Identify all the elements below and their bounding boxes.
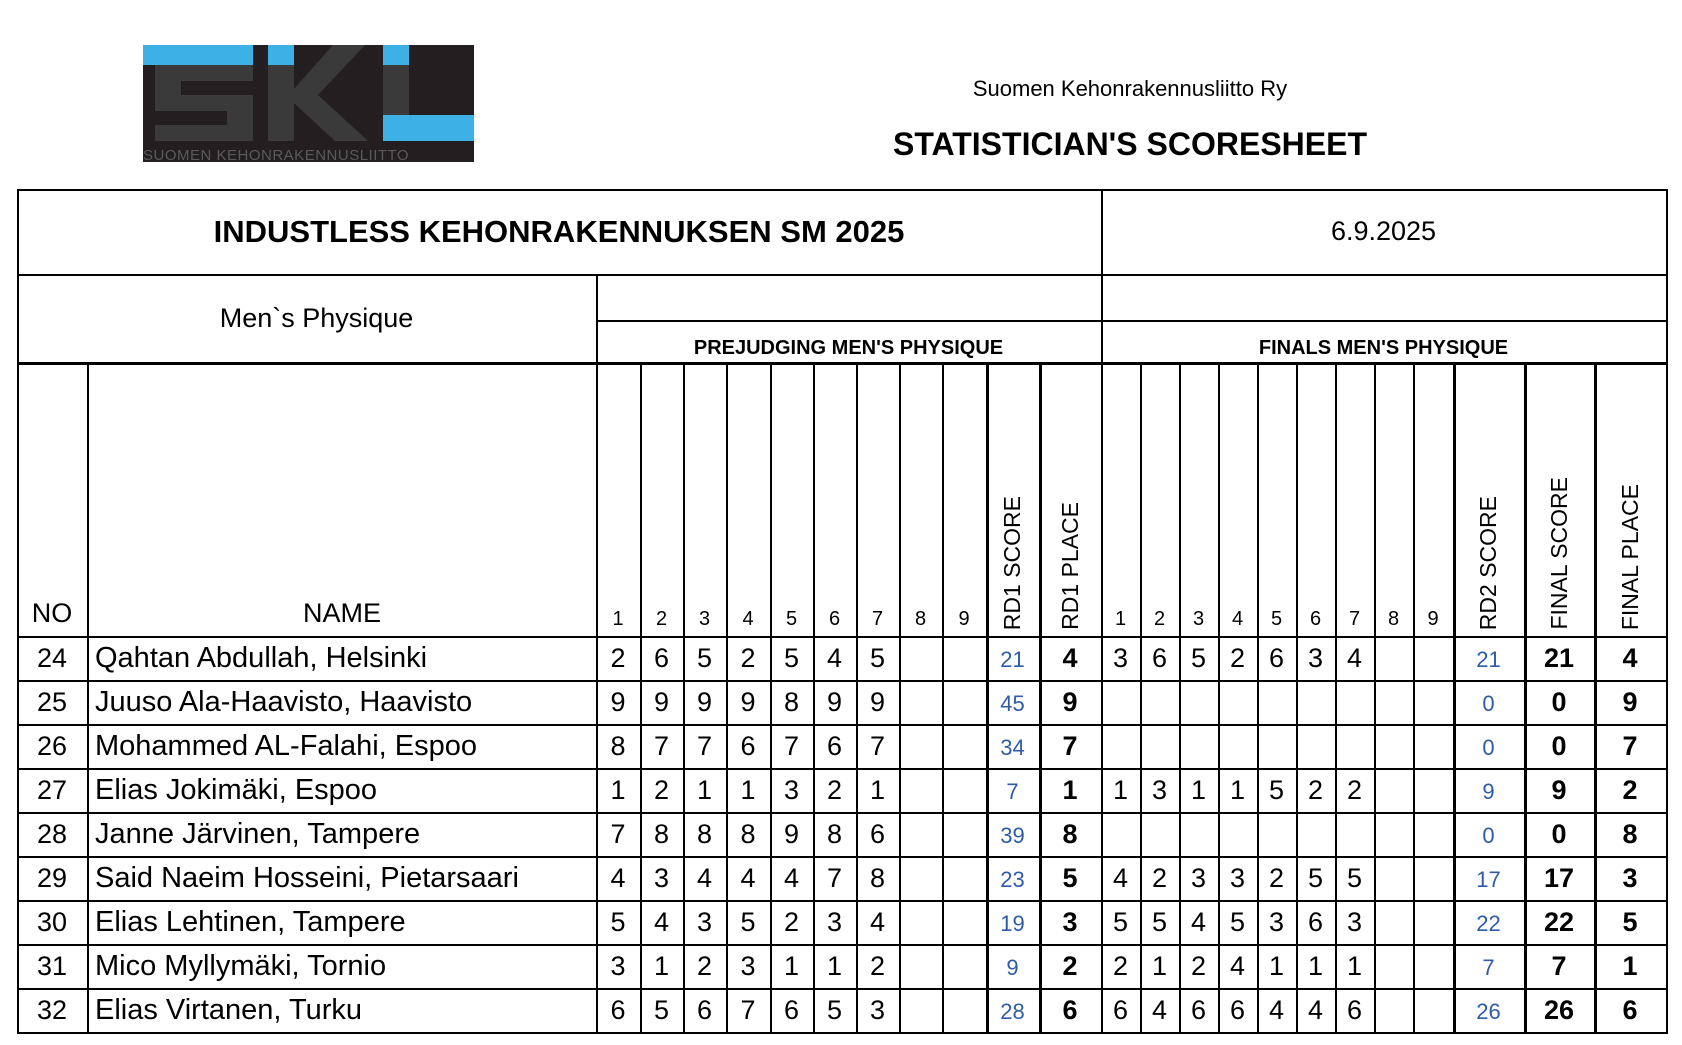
column-header-no: NO [31, 598, 73, 628]
finals-judge-score: 4 [1268, 994, 1285, 1025]
finals-judge-score: 2 [1346, 774, 1363, 805]
finals-judge-score [1413, 900, 1453, 944]
rd1-score: 34 [1000, 735, 1025, 760]
column-header-final-score-label: FINAL SCORE [1545, 477, 1572, 630]
finals-judge-score [1140, 724, 1179, 768]
finals-judge-score: 4 [1190, 906, 1207, 937]
prejudging-judge-score: 2 [826, 774, 843, 805]
finals-judge-score [1335, 724, 1374, 768]
rd2-score: 21 [1476, 647, 1501, 672]
finals-judge-score [1257, 812, 1296, 856]
finals-judge-score [1101, 680, 1140, 724]
finals-header: FINALS MEN'S PHYSIQUE [1258, 337, 1509, 359]
finals-judge-score: 1 [1151, 950, 1168, 981]
final-place: 6 [1622, 994, 1638, 1025]
prejudging-judge-score: 1 [653, 950, 670, 981]
finals-judge-score: 1 [1268, 950, 1285, 981]
prejudging-judge-score: 1 [696, 774, 713, 805]
finals-judge-score: 6 [1268, 642, 1285, 673]
prejudging-judge-score [899, 988, 942, 1032]
rd2-score: 7 [1482, 955, 1495, 980]
finals-judge-score [1374, 900, 1413, 944]
prejudging-judge-score: 3 [783, 774, 800, 805]
final-place: 5 [1622, 906, 1638, 937]
finals-judge-score [1374, 856, 1413, 900]
prejudging-judge-number: 9 [958, 608, 970, 630]
final-score: 7 [1551, 950, 1567, 981]
prejudging-judge-score: 6 [653, 642, 670, 673]
competitor-number: 24 [36, 642, 68, 673]
prejudging-judge-score: 3 [653, 862, 670, 893]
finals-judge-score: 4 [1112, 862, 1129, 893]
prejudging-judge-score: 2 [740, 642, 756, 673]
finals-judge-score: 4 [1229, 950, 1246, 981]
finals-judge-score [1101, 724, 1140, 768]
final-place: 2 [1622, 774, 1638, 805]
finals-judge-score: 5 [1307, 862, 1324, 893]
prejudging-judge-score: 2 [783, 906, 800, 937]
final-place: 1 [1622, 950, 1638, 981]
prejudging-judge-score: 4 [740, 862, 756, 893]
finals-judge-score: 4 [1151, 994, 1168, 1025]
finals-judge-score: 1 [1307, 950, 1324, 981]
finals-judge-score: 1 [1229, 774, 1246, 805]
finals-judge-score [1218, 724, 1257, 768]
prejudging-judge-score: 3 [826, 906, 843, 937]
final-score: 17 [1543, 862, 1575, 893]
skl-logo-mark [143, 45, 474, 162]
finals-judge-score [1413, 812, 1453, 856]
competitor-name: Said Naeim Hosseini, Pietarsaari [95, 861, 519, 894]
finals-judge-score: 5 [1151, 906, 1168, 937]
competitor-name: Elias Lehtinen, Tampere [95, 905, 406, 938]
competitor-number: 29 [36, 862, 68, 893]
finals-judge-score [1257, 724, 1296, 768]
finals-judge-score [1257, 680, 1296, 724]
final-score: 26 [1543, 994, 1575, 1025]
final-score: 0 [1551, 730, 1567, 761]
competitor-number: 28 [36, 818, 68, 849]
finals-judge-score [1413, 944, 1453, 988]
competitor-name: Elias Jokimäki, Espoo [95, 773, 378, 806]
prejudging-judge-score: 7 [696, 730, 713, 761]
sheet-title: STATISTICIAN'S SCORESHEET [892, 126, 1367, 162]
rd1-score: 19 [1000, 911, 1025, 936]
finals-judge-score [1218, 680, 1257, 724]
rd2-score: 0 [1482, 735, 1495, 760]
prejudging-judge-score: 2 [869, 950, 886, 981]
column-header-final-place [1594, 362, 1666, 630]
column-header-final-place-label: FINAL PLACE [1616, 483, 1643, 630]
prejudging-judge-score: 5 [610, 906, 626, 937]
prejudging-judge-score [899, 724, 942, 768]
prejudging-judge-score: 7 [740, 994, 756, 1025]
prejudging-judge-score: 1 [740, 774, 756, 805]
competitor-name: Janne Järvinen, Tampere [95, 817, 421, 850]
finals-judge-number: 8 [1387, 608, 1400, 630]
rd1-place: 3 [1062, 906, 1078, 937]
grid-line [17, 1032, 1668, 1034]
prejudging-judge-score: 2 [653, 774, 670, 805]
prejudging-judge-score: 5 [653, 994, 670, 1025]
competitor-number: 32 [36, 994, 68, 1025]
rd1-score: 28 [1000, 999, 1025, 1024]
competitor-number: 27 [36, 774, 68, 805]
prejudging-judge-score: 4 [783, 862, 800, 893]
finals-judge-score: 3 [1307, 642, 1324, 673]
column-header-rd2-score [1453, 362, 1524, 630]
prejudging-judge-score: 1 [869, 774, 886, 805]
rd1-place: 9 [1062, 686, 1078, 717]
prejudging-judge-score: 3 [869, 994, 886, 1025]
finals-judge-score: 6 [1229, 994, 1246, 1025]
rd1-score: 7 [1006, 779, 1019, 804]
final-score: 0 [1551, 818, 1567, 849]
rd2-score: 0 [1482, 691, 1495, 716]
logo-subtitle: SUOMEN KEHONRAKENNUSLIITTO [143, 147, 410, 162]
competition-date: 6.9.2025 [1330, 216, 1437, 246]
finals-judge-score [1413, 680, 1453, 724]
prejudging-judge-score [942, 944, 986, 988]
competitor-name: Qahtan Abdullah, Helsinki [95, 641, 428, 674]
prejudging-judge-score [899, 900, 942, 944]
final-score: 22 [1543, 906, 1575, 937]
finals-judge-score: 3 [1112, 642, 1129, 673]
prejudging-judge-score [899, 636, 942, 680]
finals-judge-score [1374, 636, 1413, 680]
finals-judge-score: 5 [1229, 906, 1246, 937]
prejudging-judge-score: 4 [696, 862, 713, 893]
final-place: 7 [1622, 730, 1638, 761]
prejudging-judge-score: 9 [826, 686, 843, 717]
competitor-number: 26 [36, 730, 68, 761]
final-score: 9 [1551, 774, 1567, 805]
rd2-score: 17 [1476, 867, 1501, 892]
prejudging-judge-score [899, 944, 942, 988]
prejudging-judge-score: 8 [696, 818, 713, 849]
column-header-rd1-place-label: RD1 PLACE [1056, 502, 1083, 630]
finals-judge-number: 5 [1270, 608, 1283, 630]
finals-judge-score [1374, 988, 1413, 1032]
final-score: 21 [1543, 642, 1575, 673]
prejudging-judge-score [942, 900, 986, 944]
rd1-place: 5 [1062, 862, 1078, 893]
prejudging-judge-number: 5 [785, 608, 798, 630]
finals-judge-number: 7 [1348, 608, 1361, 630]
finals-judge-score: 2 [1190, 950, 1207, 981]
prejudging-judge-score: 2 [696, 950, 713, 981]
prejudging-judge-score: 1 [783, 950, 800, 981]
prejudging-judge-score [942, 856, 986, 900]
finals-judge-score: 1 [1112, 774, 1129, 805]
prejudging-judge-score: 4 [869, 906, 886, 937]
finals-judge-score [1413, 768, 1453, 812]
rd2-score: 26 [1476, 999, 1501, 1024]
finals-judge-score [1296, 680, 1335, 724]
column-header-rd1-place [1039, 362, 1101, 630]
rd1-place: 8 [1062, 818, 1078, 849]
prejudging-judge-score: 9 [610, 686, 626, 717]
finals-judge-score [1179, 812, 1218, 856]
finals-judge-score: 5 [1268, 774, 1285, 805]
prejudging-judge-score [899, 680, 942, 724]
final-score: 0 [1551, 686, 1567, 717]
finals-judge-score [1374, 944, 1413, 988]
prejudging-judge-score [942, 768, 986, 812]
prejudging-judge-score: 7 [869, 730, 886, 761]
competitor-name: Mohammed AL-Falahi, Espoo [95, 729, 478, 762]
prejudging-judge-score [942, 724, 986, 768]
rd1-score: 21 [1000, 647, 1025, 672]
finals-judge-score: 2 [1268, 862, 1285, 893]
finals-judge-score [1413, 856, 1453, 900]
category-name: Men`s Physique [219, 302, 414, 333]
finals-judge-score [1140, 812, 1179, 856]
finals-judge-score [1374, 724, 1413, 768]
grid-line [17, 362, 1666, 365]
prejudging-judge-score: 6 [696, 994, 713, 1025]
rd2-score: 9 [1482, 779, 1495, 804]
competitor-number: 25 [36, 686, 68, 717]
finals-judge-score: 6 [1112, 994, 1129, 1025]
organization-name: Suomen Kehonrakennusliitto Ry [972, 76, 1288, 101]
final-place: 3 [1622, 862, 1638, 893]
finals-judge-score [1179, 724, 1218, 768]
prejudging-judge-score: 3 [740, 950, 756, 981]
prejudging-judge-score: 8 [740, 818, 756, 849]
prejudging-judge-score: 8 [783, 686, 800, 717]
finals-judge-score [1413, 988, 1453, 1032]
finals-judge-score: 1 [1190, 774, 1207, 805]
rd1-score: 9 [1006, 955, 1019, 980]
finals-judge-score: 2 [1229, 642, 1246, 673]
column-header-rd1-score [986, 362, 1039, 630]
prejudging-judge-number: 2 [655, 608, 668, 630]
competitor-name: Juuso Ala-Haavisto, Haavisto [95, 685, 473, 718]
finals-judge-score: 5 [1190, 642, 1207, 673]
finals-judge-score: 3 [1268, 906, 1285, 937]
finals-judge-score: 4 [1307, 994, 1324, 1025]
skl-logo [143, 45, 474, 162]
competitor-name: Mico Myllymäki, Tornio [95, 949, 387, 982]
finals-judge-score: 4 [1346, 642, 1363, 673]
finals-judge-score: 6 [1151, 642, 1168, 673]
prejudging-judge-score: 8 [869, 862, 886, 893]
rd1-score: 23 [1000, 867, 1025, 892]
finals-judge-score: 2 [1151, 862, 1168, 893]
finals-judge-score: 5 [1346, 862, 1363, 893]
finals-judge-score [1101, 812, 1140, 856]
rd1-place: 4 [1062, 642, 1078, 673]
column-header-rd2-score-label: RD2 SCORE [1475, 495, 1501, 630]
finals-judge-score: 2 [1307, 774, 1324, 805]
prejudging-judge-score: 6 [783, 994, 800, 1025]
prejudging-judge-score: 4 [826, 642, 843, 673]
prejudging-judge-score: 6 [826, 730, 843, 761]
competitor-number: 31 [36, 950, 68, 981]
finals-judge-score: 2 [1112, 950, 1129, 981]
prejudging-judge-score [942, 636, 986, 680]
prejudging-judge-score [899, 812, 942, 856]
column-header-final-score [1524, 362, 1594, 630]
finals-judge-score [1374, 768, 1413, 812]
rd1-place: 7 [1062, 730, 1078, 761]
prejudging-judge-score: 5 [740, 906, 756, 937]
column-header-rd1-score-label: RD1 SCORE [999, 495, 1025, 630]
finals-judge-number: 3 [1192, 608, 1205, 630]
prejudging-judge-score: 6 [740, 730, 756, 761]
column-header-name: NAME [302, 598, 381, 628]
rd1-place: 1 [1062, 774, 1078, 805]
rd2-score: 22 [1476, 911, 1501, 936]
prejudging-judge-score [942, 988, 986, 1032]
final-place: 4 [1622, 642, 1638, 673]
finals-judge-score [1413, 724, 1453, 768]
finals-judge-number: 1 [1114, 608, 1127, 630]
prejudging-judge-score: 3 [610, 950, 626, 981]
prejudging-judge-score: 5 [783, 642, 800, 673]
prejudging-judge-score: 7 [653, 730, 670, 761]
finals-judge-score: 3 [1190, 862, 1207, 893]
finals-judge-score [1296, 812, 1335, 856]
finals-judge-score: 3 [1151, 774, 1168, 805]
finals-judge-score: 3 [1229, 862, 1246, 893]
finals-judge-number: 4 [1231, 608, 1244, 630]
finals-judge-score: 6 [1190, 994, 1207, 1025]
competitor-number: 30 [36, 906, 68, 937]
prejudging-judge-score: 9 [740, 686, 756, 717]
prejudging-judge-score: 8 [610, 730, 626, 761]
finals-judge-score [1218, 812, 1257, 856]
competitor-name: Elias Virtanen, Turku [95, 993, 363, 1026]
finals-judge-score: 3 [1346, 906, 1363, 937]
prejudging-judge-score [899, 768, 942, 812]
finals-judge-number: 6 [1309, 608, 1322, 630]
finals-judge-score [1413, 636, 1453, 680]
prejudging-judge-score: 7 [826, 862, 843, 893]
prejudging-judge-score: 2 [610, 642, 626, 673]
prejudging-judge-score [899, 856, 942, 900]
prejudging-judge-score: 9 [653, 686, 670, 717]
prejudging-judge-score: 9 [783, 818, 800, 849]
prejudging-judge-score: 8 [826, 818, 843, 849]
rd1-place: 6 [1062, 994, 1078, 1025]
finals-judge-score: 6 [1346, 994, 1363, 1025]
rd1-score: 39 [1000, 823, 1025, 848]
finals-judge-score [1140, 680, 1179, 724]
finals-judge-score: 5 [1112, 906, 1129, 937]
prejudging-judge-score: 8 [653, 818, 670, 849]
prejudging-judge-score: 1 [826, 950, 843, 981]
prejudging-judge-number: 4 [742, 608, 754, 630]
finals-judge-score: 1 [1346, 950, 1363, 981]
prejudging-judge-score: 4 [610, 862, 626, 893]
prejudging-judge-number: 8 [914, 608, 927, 630]
prejudging-judge-score: 4 [653, 906, 670, 937]
prejudging-judge-score: 5 [696, 642, 713, 673]
finals-judge-score: 6 [1307, 906, 1324, 937]
prejudging-judge-score: 5 [826, 994, 843, 1025]
prejudging-judge-score [942, 680, 986, 724]
final-place: 8 [1622, 818, 1638, 849]
prejudging-judge-score: 9 [696, 686, 713, 717]
finals-judge-score [1374, 812, 1413, 856]
rd2-score: 0 [1482, 823, 1495, 848]
prejudging-judge-score: 6 [869, 818, 886, 849]
finals-judge-number: 2 [1153, 608, 1166, 630]
prejudging-judge-score: 7 [783, 730, 800, 761]
final-place: 9 [1622, 686, 1638, 717]
finals-judge-score [1296, 724, 1335, 768]
prejudging-judge-score: 1 [610, 774, 626, 805]
finals-judge-score [1179, 680, 1218, 724]
finals-judge-number: 9 [1427, 608, 1439, 630]
rd1-place: 2 [1062, 950, 1078, 981]
prejudging-judge-score: 6 [610, 994, 626, 1025]
finals-judge-score [1374, 680, 1413, 724]
prejudging-judge-score: 5 [869, 642, 886, 673]
prejudging-judge-score: 3 [696, 906, 713, 937]
rd1-score: 45 [1000, 691, 1025, 716]
prejudging-judge-score: 7 [610, 818, 626, 849]
prejudging-judge-number: 7 [871, 608, 884, 630]
grid-line [1666, 189, 1668, 1032]
prejudging-judge-score: 9 [869, 686, 886, 717]
prejudging-judge-number: 6 [828, 608, 841, 630]
prejudging-judge-score [942, 812, 986, 856]
prejudging-judge-number: 3 [698, 608, 711, 630]
prejudging-header: PREJUDGING MEN'S PHYSIQUE [693, 337, 1004, 359]
finals-judge-score [1335, 812, 1374, 856]
prejudging-judge-number: 1 [612, 608, 624, 630]
finals-judge-score [1335, 680, 1374, 724]
competition-title: INDUSTLESS KEHONRAKENNUKSEN SM 2025 [213, 213, 905, 249]
